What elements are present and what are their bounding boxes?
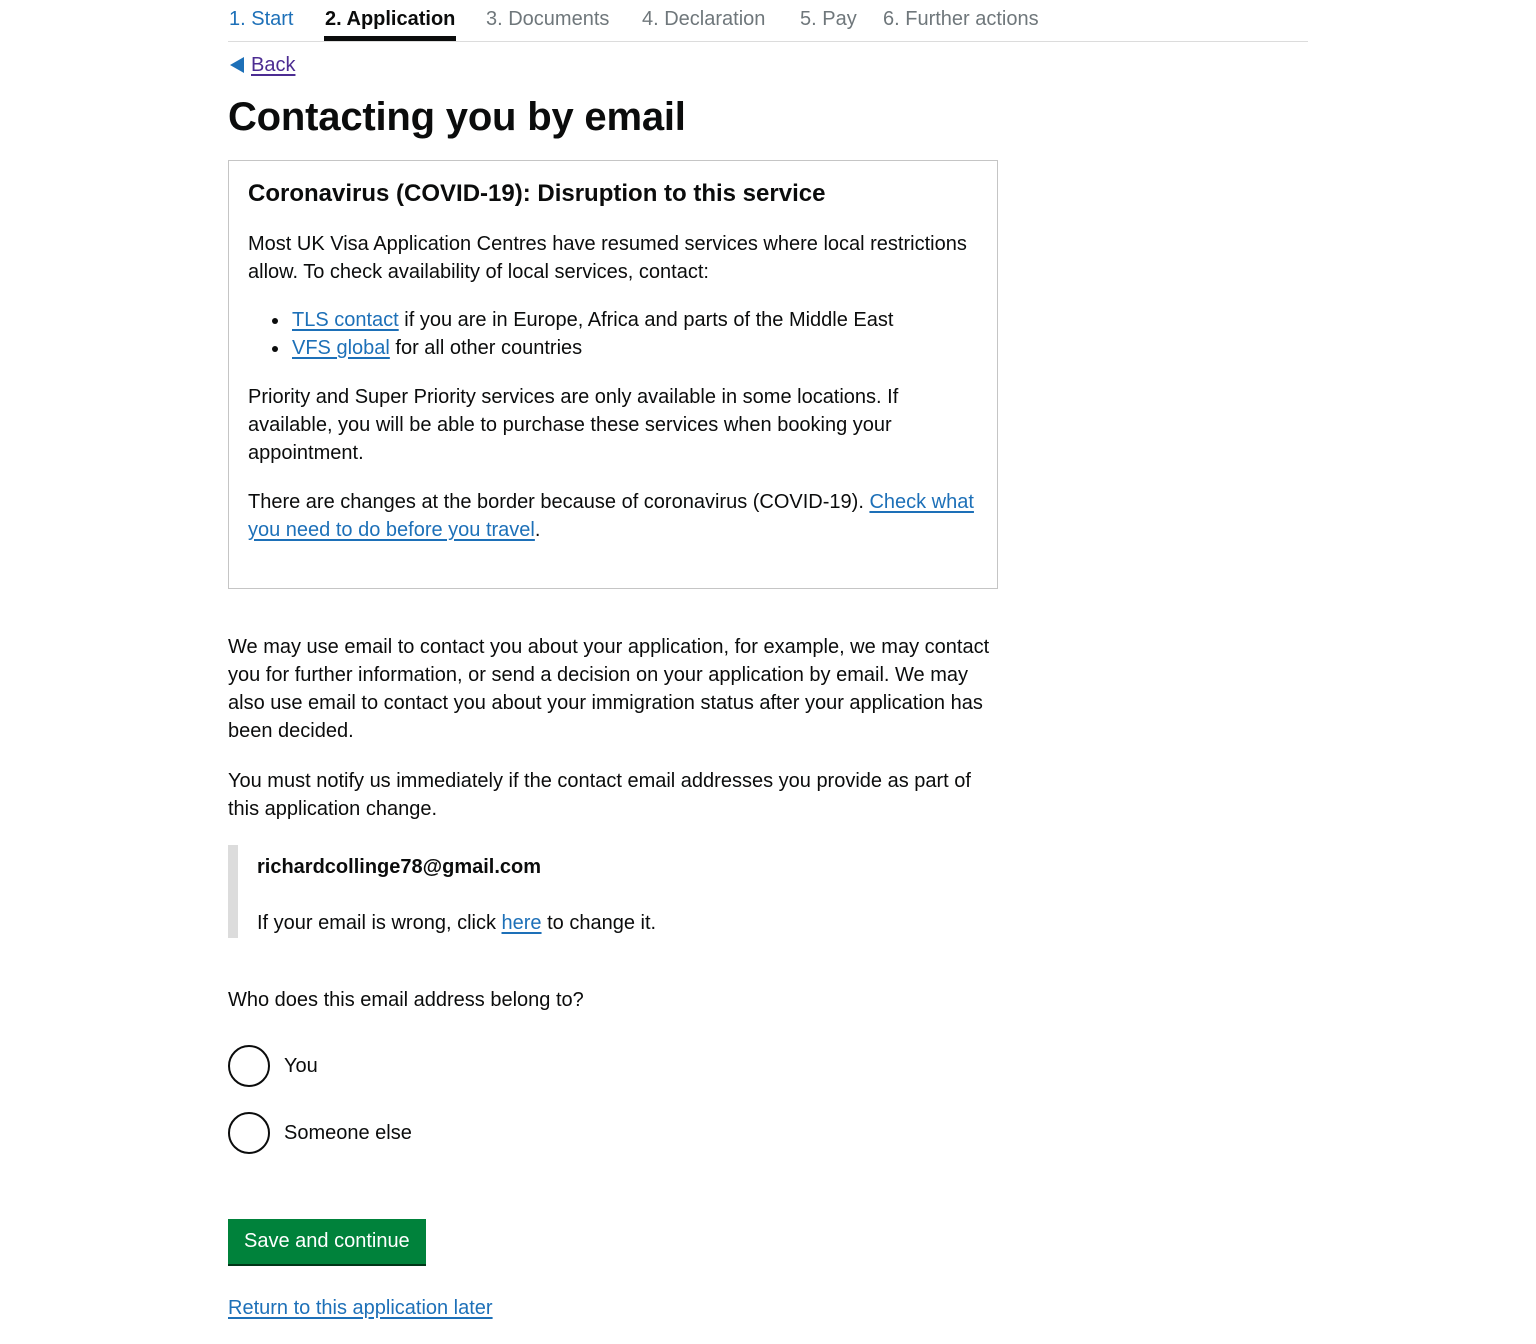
contact-email: richardcollinge78@gmail.com bbox=[257, 856, 542, 878]
step-declaration: 4. Declaration bbox=[642, 8, 766, 30]
covid-panel-heading: Coronavirus (COVID-19): Disruption to this service bbox=[248, 180, 826, 207]
list-item bbox=[272, 306, 978, 334]
check-before-travel-link[interactable]: Check what you need to do before you travel bbox=[248, 491, 974, 541]
border-end: . bbox=[534, 519, 541, 541]
border-changes-text bbox=[248, 488, 978, 544]
notify-paragraph: You must notify us immediately if the contact email addresses you provide as part of this application change. bbox=[228, 770, 971, 820]
email-owner-question: Who does this email address belong to? bbox=[228, 989, 584, 1011]
radio-label-someone-else[interactable]: Someone else bbox=[284, 1122, 412, 1144]
radio-button-someone-else[interactable] bbox=[228, 1112, 270, 1154]
covid-disruption-panel bbox=[228, 160, 998, 589]
radio-label-you[interactable]: You bbox=[284, 1055, 318, 1077]
back-link-label: Back bbox=[251, 54, 296, 76]
list-item-text: for all other countries bbox=[389, 337, 583, 359]
page-container bbox=[228, 0, 1308, 1319]
email-usage-paragraph: We may use email to contact you about your application, for example, we may contact you for further information, or send a decision on your application by email. We may also use email to contact you about your immigration status after your application has been decided. bbox=[228, 636, 990, 742]
radio-option-you[interactable] bbox=[228, 1045, 318, 1087]
change-email-link[interactable]: here bbox=[501, 912, 542, 934]
step-pay: 5. Pay bbox=[800, 8, 857, 30]
note-after: to change it. bbox=[541, 912, 657, 934]
list-item bbox=[272, 334, 978, 362]
back-link[interactable] bbox=[230, 52, 295, 78]
save-and-continue-button[interactable]: Save and continue bbox=[228, 1219, 426, 1264]
radio-button-you[interactable] bbox=[228, 1045, 270, 1087]
step-start[interactable]: 1. Start bbox=[229, 8, 294, 30]
list-item-text: if you are in Europe, Africa and parts of the Middle East bbox=[398, 309, 894, 331]
priority-services-text: Priority and Super Priority services are only available in some locations. If available, you will be able to purchase these services when booking your appointment. bbox=[248, 386, 899, 464]
back-arrow-icon bbox=[230, 57, 244, 73]
step-further-actions: 6. Further actions bbox=[883, 8, 1039, 30]
email-inset bbox=[228, 845, 998, 938]
contact-list bbox=[272, 306, 978, 362]
return-later-link[interactable]: Return to this application later bbox=[228, 1297, 493, 1319]
step-navigation bbox=[228, 0, 1308, 42]
page-title: Contacting you by email bbox=[228, 95, 686, 139]
radio-option-someone-else[interactable] bbox=[228, 1112, 412, 1154]
vfs-global-link[interactable]: VFS global bbox=[292, 337, 390, 359]
step-documents: 3. Documents bbox=[486, 8, 610, 30]
border-text: There are changes at the border because of coronavirus (COVID-19). bbox=[248, 491, 870, 513]
tls-contact-link[interactable]: TLS contact bbox=[292, 309, 399, 331]
email-change-note bbox=[257, 909, 998, 937]
step-application: 2. Application bbox=[325, 8, 456, 30]
note-before: If your email is wrong, click bbox=[257, 912, 502, 934]
covid-panel-intro: Most UK Visa Application Centres have resumed services where local restrictions allow. To check availability of local services, contact: bbox=[248, 233, 967, 283]
